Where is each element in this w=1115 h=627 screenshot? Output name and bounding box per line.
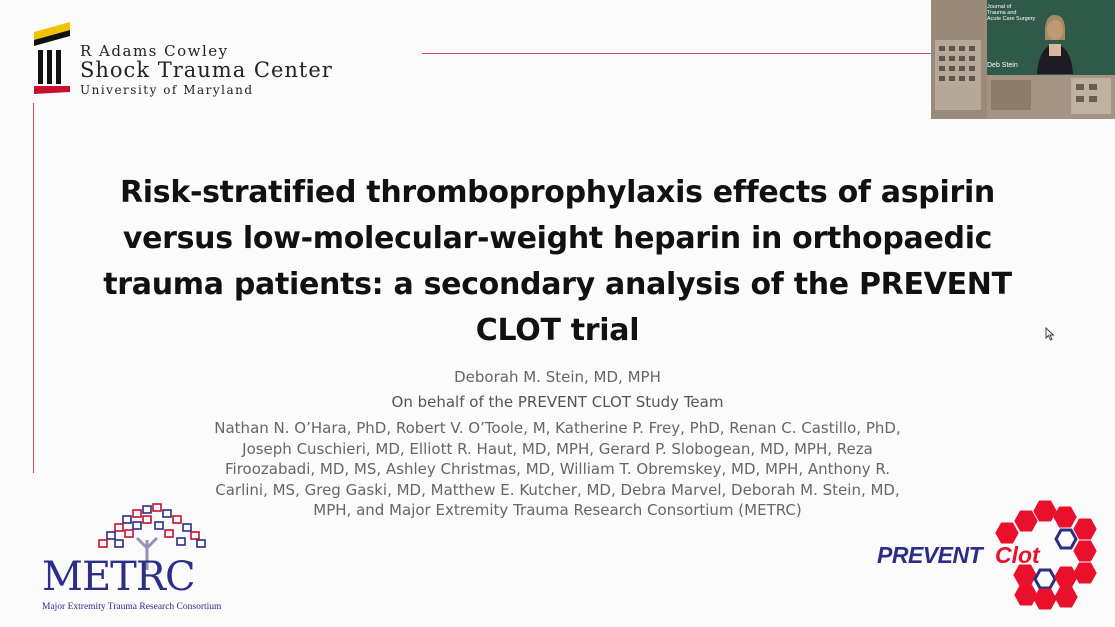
side-rule bbox=[33, 103, 34, 473]
video-banner-text bbox=[987, 4, 1035, 22]
metrc-wordmark: METRC bbox=[42, 554, 195, 600]
logo-line-2: Shock Trauma Center bbox=[80, 58, 333, 82]
presenter-name: Deborah M. Stein, MD, MPH bbox=[454, 368, 661, 386]
author-line: Joseph Cuschieri, MD, Elliott R. Haut, MD, MPH, Gerard P. Slobogean, MD, MPH, Reza bbox=[242, 439, 873, 458]
shock-trauma-logo bbox=[30, 14, 420, 100]
title-line: trauma patients: a secondary analysis of the PREVENT bbox=[103, 267, 1012, 302]
metrc-logo bbox=[38, 500, 228, 620]
author-line: MPH, and Major Extremity Trauma Research Consortium (METRC) bbox=[313, 501, 802, 519]
title-line: Risk-stratified thromboprophylaxis effects of aspirin bbox=[119, 175, 995, 210]
prevent-clot-logo bbox=[875, 500, 1115, 615]
banner-line: Journal of bbox=[987, 4, 1012, 10]
author-line: Firoozabadi, MD, MS, Ashley Christmas, MD, William T. Obremskey, MD, MPH, Anthony R. bbox=[225, 460, 890, 478]
participant-name-label: Deb Stein bbox=[987, 62, 1018, 69]
banner-line: Acute Care Surgery bbox=[987, 16, 1036, 22]
author-line: Carlini, MS, Greg Gaski, MD, Matthew E. Kutcher, MD, Debra Marvel, Deborah M. Stein, MD, bbox=[215, 480, 900, 499]
slide-title bbox=[100, 170, 1015, 354]
metrc-subtitle: Major Extremity Trauma Research Consortium bbox=[42, 602, 222, 612]
prevent-wordmark: PREVENT bbox=[877, 542, 983, 568]
logo-line-3: University of Maryland bbox=[80, 83, 254, 97]
author-list bbox=[165, 418, 950, 521]
author-line: Nathan N. O’Hara, PhD, Robert V. O’Toole, M, Katherine P. Frey, PhD, Renan C. Castillo, PhD, bbox=[214, 419, 901, 437]
participant-video-tile[interactable] bbox=[931, 0, 1115, 119]
banner-line: Trauma and bbox=[987, 10, 1017, 16]
logo-line-1: R Adams Cowley bbox=[80, 42, 229, 60]
header-rule bbox=[422, 53, 932, 54]
title-line: CLOT trial bbox=[475, 313, 640, 348]
clot-wordmark: Clot bbox=[995, 542, 1040, 568]
shock-trauma-emblem-icon bbox=[30, 14, 74, 94]
title-line: versus low-molecular-weight heparin in orthopaedic bbox=[122, 221, 993, 256]
on-behalf-line: On behalf of the PREVENT CLOT Study Team bbox=[391, 393, 724, 411]
mouse-pointer-icon bbox=[1045, 327, 1055, 341]
